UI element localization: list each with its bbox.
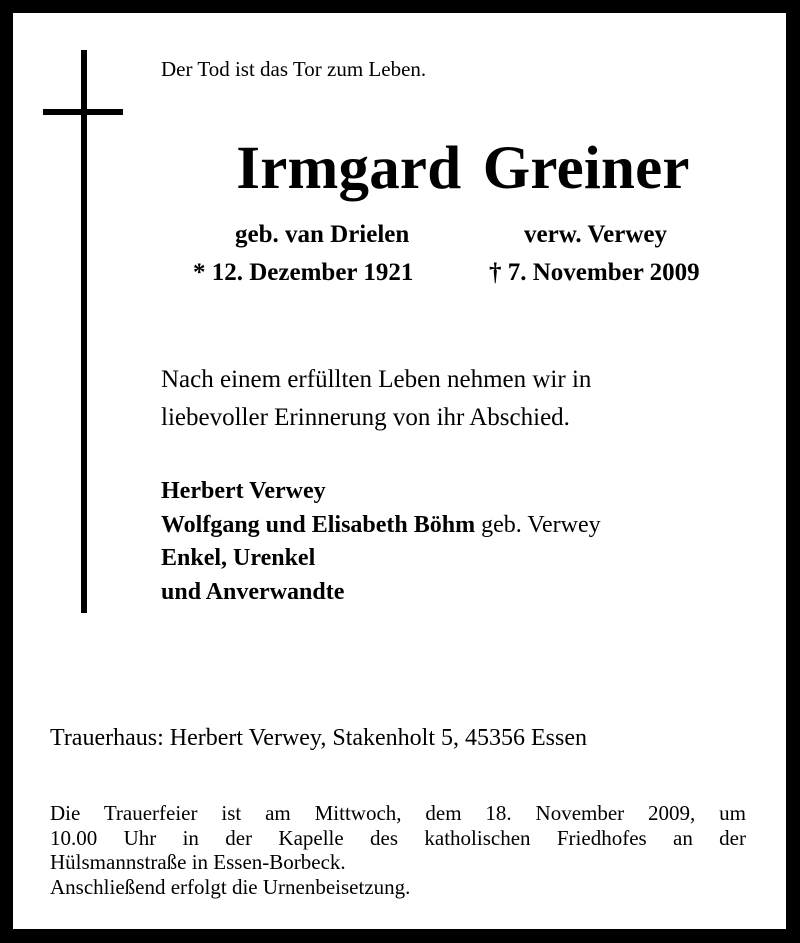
funeral-line: 10.00 Uhr in der Kapelle des katholischen Friedhofes an der [50,825,746,850]
signature-line: Enkel, Urenkel [161,545,316,571]
obituary-notice [13,13,786,929]
mourning-house-address: Trauerhaus: Herbert Verwey, Stakenholt 5, 45356 Essen [50,725,588,751]
funeral-line: Anschließend erfolgt die Urnenbeisetzung. [50,874,411,899]
signature-name: Wolfgang und Elisabeth Böhm [161,511,476,538]
signature-line: und Anverwandte [161,578,345,605]
death-date: † 7. November 2009 [489,259,700,286]
farewell-paragraph [161,361,591,437]
deceased-name: Irmgard Greiner [236,135,690,202]
widowed-name: verw. Verwey [524,221,668,248]
birth-date: * 12. Dezember 1921 [193,259,414,286]
cross-icon-vertical-bar [81,50,87,613]
farewell-line: Nach einem erfüllten Leben nehmen wir in [161,366,592,393]
signature-line: Herbert Verwey [161,478,326,504]
signatures [161,475,601,609]
funeral-line: Hülsmannstraße in Essen-Borbeck. [50,850,346,874]
cross-icon-horizontal-bar [43,109,123,115]
motto: Der Tod ist das Tor zum Leben. [161,57,427,81]
funeral-line: Die Trauerfeier ist am Mittwoch, dem 18. November 2009, um [50,801,746,825]
birth-name: geb. van Drielen [235,221,410,248]
signature-note: geb. Verwey [475,511,601,538]
funeral-details [50,801,746,899]
signature-line [161,509,601,543]
farewell-line: liebevoller Erinnerung von ihr Abschied. [161,404,570,431]
